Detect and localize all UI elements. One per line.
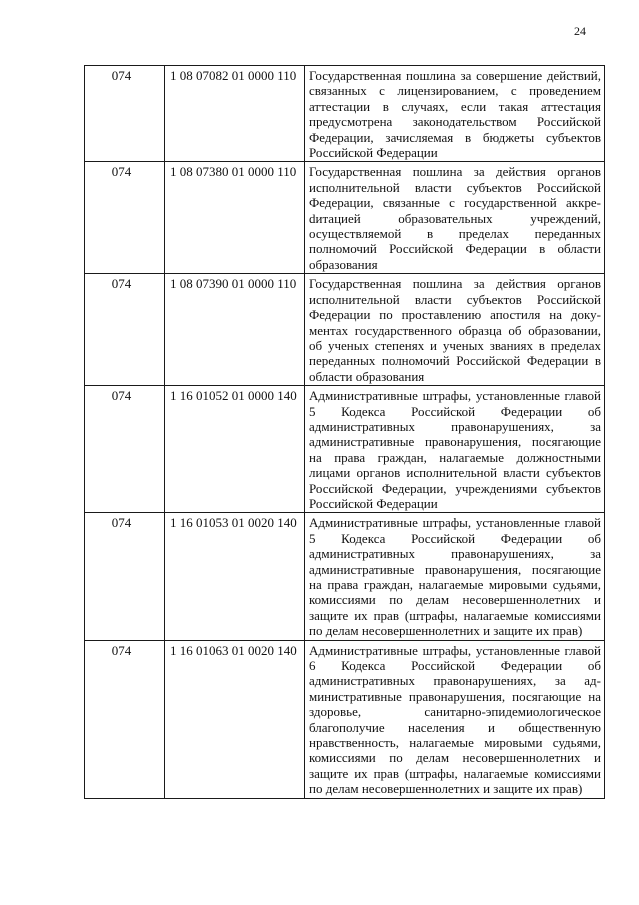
kbk-code-cell: 1 08 07082 01 0000 110	[165, 66, 305, 162]
table-row	[85, 162, 605, 274]
admin-code-cell: 074	[85, 162, 165, 274]
revenue-codes-table	[84, 65, 605, 799]
kbk-code-cell: 1 08 07380 01 0000 110	[165, 162, 305, 274]
admin-code-cell: 074	[85, 386, 165, 513]
description-cell: Государственная пошлина за действия органов исполнительной власти субъектов Российской Федерации по проставлению апостиля на документах государственного образца об образовании, об ученых степенях и ученых званиях в пределах переданных полномочий Российской Федерации в области образования	[305, 274, 605, 386]
admin-code-cell: 074	[85, 513, 165, 640]
table-row	[85, 274, 605, 386]
kbk-code-cell: 1 08 07390 01 0000 110	[165, 274, 305, 386]
kbk-code-cell: 1 16 01053 01 0020 140	[165, 513, 305, 640]
kbk-code-cell: 1 16 01063 01 0020 140	[165, 640, 305, 798]
description-cell: Государственная пошлина за совершение действий, связанных с лицензированием, с проведением аттестации в случаях, если такая аттестация предусмотрена законодательством Российской Федерации, зачисляемая в бюджеты субъектов Российской Федерации	[305, 66, 605, 162]
table-row	[85, 66, 605, 162]
table-row	[85, 640, 605, 798]
admin-code-cell: 074	[85, 274, 165, 386]
kbk-code-cell: 1 16 01052 01 0000 140	[165, 386, 305, 513]
page-number: 24	[574, 24, 586, 38]
description-cell: Административные штрафы, установленные главой 6 Кодекса Российской Федерации об административных правонарушениях, за административные правонарушения, посягающие на здоровье, санитарно-эпидемиологическое благополучие населения и общественную нравственность, налагаемые мировыми судьями, комиссиями по делам несовершеннолетних и защите их прав (штрафы, налагаемые комиссиями по делам несовершеннолетних и защите их прав)	[305, 640, 605, 798]
description-cell: Государственная пошлина за действия органов исполнительной власти субъектов Российской Федерации, связанные с государственной аккреdитацией образовательных учреждений, осуществляемой в пределах переданных полномочий Российской Федерации в области образования	[305, 162, 605, 274]
description-cell: Административные штрафы, установленные главой 5 Кодекса Российской Федерации об административных правонарушениях, за административные правонарушения, посягающие на права граждан, налагаемые мировыми судьями, комиссиями по делам несовершеннолетних и защите их прав (штрафы, налагаемые комиссиями по делам несовершеннолетних и защите их прав)	[305, 513, 605, 640]
description-cell: Административные штрафы, установленные главой 5 Кодекса Российской Федерации об административных правонарушениях, за административные правонарушения, посягающие на права граждан, налагаемые должностными лицами органов исполнительной власти субъектов Российской Федерации, учреждениями субъектов Российской Федерации	[305, 386, 605, 513]
admin-code-cell: 074	[85, 66, 165, 162]
table-row	[85, 513, 605, 640]
admin-code-cell: 074	[85, 640, 165, 798]
table-row	[85, 386, 605, 513]
